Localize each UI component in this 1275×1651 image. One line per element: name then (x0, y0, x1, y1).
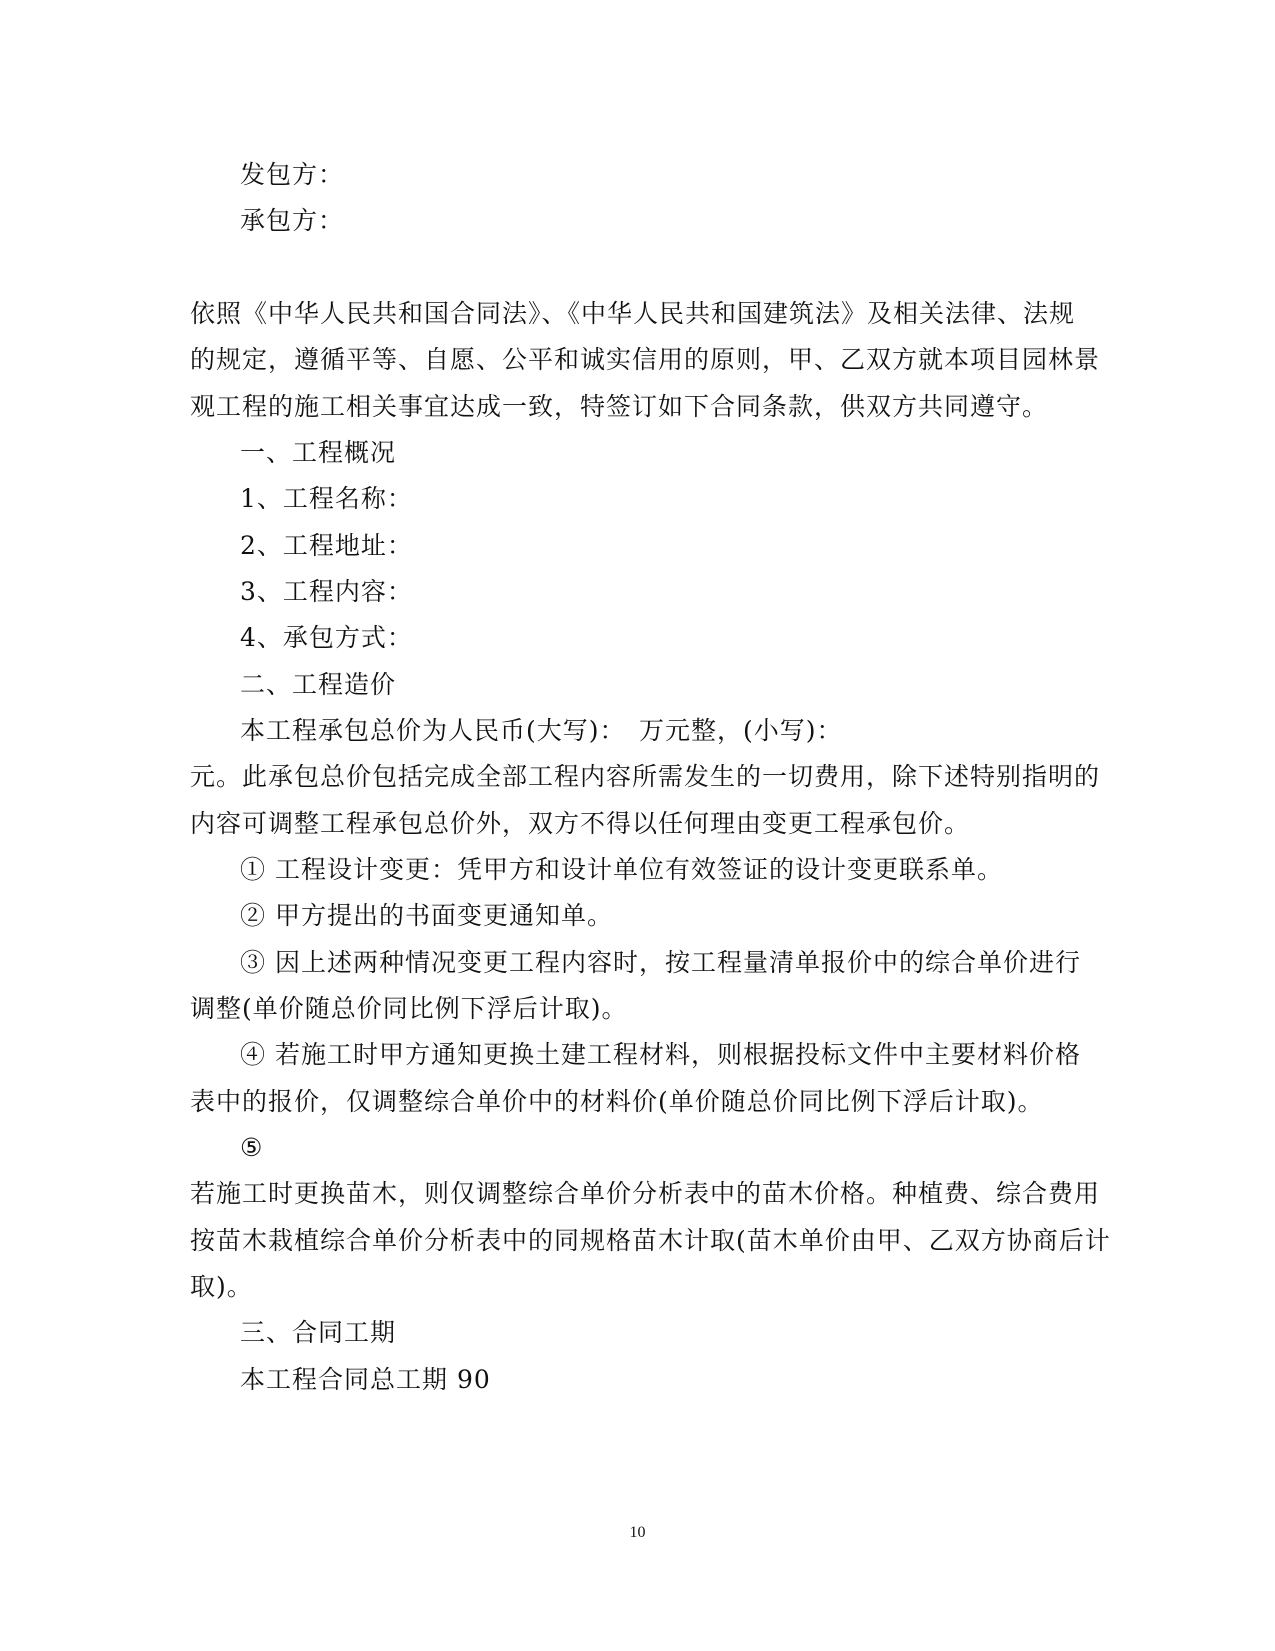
page-number: 10 (629, 1524, 646, 1541)
adjustment-item-3-line-1: ③ 因上述两种情况变更工程内容时，按工程量清单报价中的综合单价进行 (240, 948, 1081, 977)
adjustment-item-3-line-2: 调整(单价随总价同比例下浮后计取)。 (190, 994, 628, 1023)
section-1-heading: 一、工程概况 (240, 438, 397, 467)
adjustment-item-5-line-1: 若施工时更换苗木，则仅调整综合单价分析表中的苗木价格。种植费、综合费用 (190, 1179, 1101, 1208)
duration-line: 本工程合同总工期 90 (240, 1365, 491, 1394)
adjustment-item-5-line-3: 取)。 (190, 1272, 253, 1301)
preamble-line-1: 依照《中华人民共和国合同法》、《中华人民共和国建筑法》及相关法律、法规 (190, 299, 1076, 328)
adjustment-item-5-marker: ⑤ (240, 1133, 264, 1162)
adjustment-item-4-line-2: 表中的报价，仅调整综合单价中的材料价(单价随总价同比例下浮后计取)。 (190, 1087, 1044, 1116)
preamble-line-2: 的规定，遵循平等、自愿、公平和诚实信用的原则，甲、乙双方就本项目园林景 (190, 345, 1101, 374)
price-line-2: 元。此承包总价包括完成全部工程内容所需发生的一切费用，除下述特别指明的 (190, 762, 1101, 791)
adjustment-item-5-line-2: 按苗木栽植综合单价分析表中的同规格苗木计取(苗木单价由甲、乙双方协商后计 (190, 1226, 1111, 1255)
contract-method-field: 4、承包方式： (240, 623, 413, 652)
price-line-1: 本工程承包总价为人民币(大写)： 万元整，(小写)： (240, 716, 843, 745)
project-address-field: 2、工程地址： (240, 531, 413, 560)
adjustment-item-2: ② 甲方提出的书面变更通知单。 (240, 901, 613, 930)
project-content-field: 3、工程内容： (240, 577, 413, 606)
section-2-heading: 二、工程造价 (240, 670, 397, 699)
employer-label: 发包方： (240, 160, 345, 189)
adjustment-item-1: ① 工程设计变更：凭甲方和设计单位有效签证的设计变更联系单。 (240, 855, 1003, 884)
price-line-3: 内容可调整工程承包总价外，双方不得以任何理由变更工程承包价。 (190, 809, 971, 838)
section-3-heading: 三、合同工期 (240, 1318, 397, 1347)
adjustment-item-4-line-1: ④ 若施工时甲方通知更换土建工程材料，则根据投标文件中主要材料价格 (240, 1040, 1081, 1069)
project-name-field: 1、工程名称： (240, 484, 413, 513)
contractor-label: 承包方： (240, 206, 345, 235)
preamble-line-3: 观工程的施工相关事宜达成一致，特签订如下合同条款，供双方共同遵守。 (190, 392, 1049, 421)
